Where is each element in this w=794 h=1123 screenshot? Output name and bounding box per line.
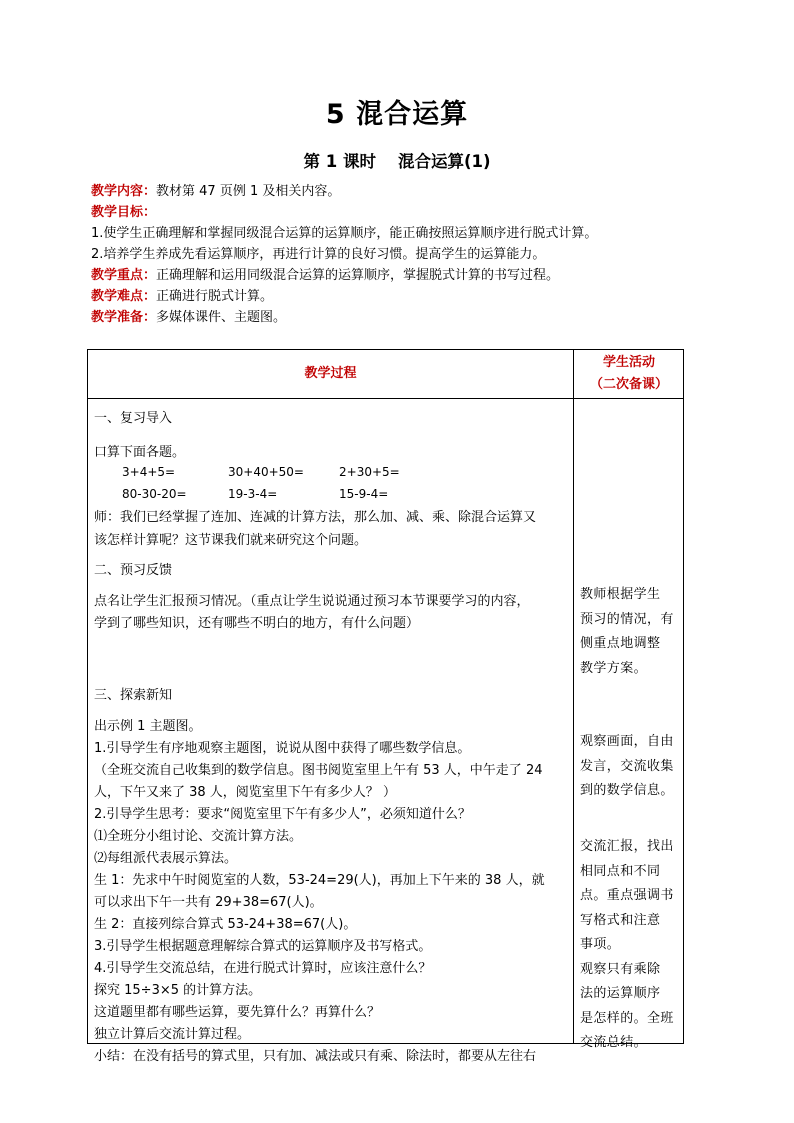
section-explore: 三、探索新知 [94,688,173,703]
header-activity-line1: 学生活动 [602,355,655,370]
activity-note-1 [580,583,680,681]
activity-line: 事项。 [580,937,621,952]
page-title: 5 混合运算 [325,99,469,130]
activity-line: 预习的情况，有 [580,611,674,627]
header-activity-line2: （二次备课） [589,377,668,392]
activity-note-3 [580,835,680,1056]
key-row [91,265,711,286]
activity-line: 交流汇报，找出 [580,839,674,854]
lesson-table [87,349,684,1064]
difficulty-text: 正确进行脱式计算。 [156,289,274,304]
activity-line: 点。重点强调书 [580,888,674,903]
content-row [91,181,711,202]
activity-line: 相同点和不同 [580,863,661,879]
process-line: 1.引导学生有序地观察主题图，说说从图中获得了哪些数学信息。 [94,741,471,756]
process-line: ⑴全班分小组讨论、交流计算方法。 [94,829,303,844]
content-text: 教材第 47 页例 1 及相关内容。 [156,184,341,199]
process-line: 出示例 1 主题图。 [94,719,202,734]
lesson-number: 第 1 课时 [303,152,376,171]
prep-text: 多媒体课件、主题图。 [156,310,287,325]
goal-1: 1.使学生正确理解和掌握同级混合运算的运算顺序，能正确按照运算顺序进行脱式计算。 [91,226,598,241]
section-preview: 二、预习反馈 [94,563,173,578]
process-line: 这道题里都有哪些运算，要先算什么？再算什么？ [94,1005,381,1020]
prep-label: 教学准备： [91,310,157,325]
process-line: 师：我们已经掌握了连加、连减的计算方法，那么加、减、乘、除混合运算又 [94,510,537,525]
process-line: 学到了哪些知识，还有哪些不明白的地方，有什么问题） [94,616,420,631]
process-line: 点名让学生汇报预习情况。（重点让学生说说通过预习本节课要学习的内容， [94,594,530,609]
section-review: 一、复习导入 [94,411,173,426]
column-divider [573,350,574,1043]
activity-line: 侧重点地调整 [580,636,661,651]
key-text: 正确理解和运用同级混合运算的运算顺序，掌握脱式计算的书写过程。 [156,268,560,283]
process-line: 口算下面各题。 [94,445,186,460]
process-line: 2.引导学生思考：要求“阅览室里下午有多少人”，必须知道什么？ [94,807,471,822]
header-divider [88,398,683,399]
activity-line: 法的运算顺序 [580,986,661,1001]
activity-line: 到的数学信息。 [580,783,674,798]
process-line: 可以求出下午一共有 29+38=67(人)。 [94,895,323,910]
process-line: 独立计算后交流计算过程。 [94,1027,251,1042]
difficulty-row [91,286,711,307]
activity-line: 教学方案。 [580,660,648,676]
activity-line: 写格式和注意 [580,912,661,928]
exercise: 19-3-4= [228,487,278,501]
lesson-intro [91,181,711,328]
process-line: 生 1：先求中午时阅览室的人数，53-24=29(人)，再加上下午来的 38 人，就 [94,873,545,888]
activity-line: 发言，交流收集 [580,758,674,774]
activity-note-2 [580,730,680,804]
goals-label: 教学目标： [91,205,157,220]
activity-line: 观察画面，自由 [580,734,674,749]
content-label: 教学内容： [91,184,157,199]
process-line: 探究 15÷3×5 的计算方法。 [94,983,262,998]
process-line: 该怎样计算呢？这节课我们就来研究这个问题。 [94,533,368,548]
process-line: 人，下午又来了 38 人，阅览室里下午有多少人？ ） [94,785,396,800]
header-process: 教学过程 [304,366,357,381]
activity-line: 观察只有乘除 [580,961,661,977]
exercise: 15-9-4= [339,487,389,501]
exercise: 30+40+50= [228,465,304,479]
exercise: 2+30+5= [339,465,400,479]
goal-2: 2.培养学生养成先看运算顺序，再进行计算的良好习惯。提高学生的运算能力。 [91,247,546,262]
process-line: 小结：在没有括号的算式里，只有加、减法或只有乘、除法时，都要从左往右 [94,1049,537,1064]
lesson-subtitle [0,148,794,172]
difficulty-label: 教学难点： [91,289,157,304]
key-label: 教学重点： [91,268,157,283]
process-line: 生 2：直接列综合算式 53-24+38=67(人)。 [94,917,357,932]
process-line: 4.引导学生交流总结，在进行脱式计算时，应该注意什么？ [94,961,432,976]
process-line: 3.引导学生根据题意理解综合算式的运算顺序及书写格式。 [94,939,432,954]
lesson-name: 混合运算(1) [397,152,491,171]
activity-line: 是怎样的。全班 [580,1010,674,1026]
activity-line: 教师根据学生 [580,587,661,602]
process-line: ⑵每组派代表展示算法。 [94,851,238,866]
header-activity [574,352,684,396]
goals-row [91,202,711,223]
exercise: 80-30-20= [122,487,187,501]
process-line: （全班交流自己收集到的数学信息。图书阅览室里上午有 53 人，中午走了 24 [94,763,543,778]
exercise: 3+4+5= [122,465,176,479]
prep-row [91,307,711,328]
activity-line: 交流总结。 [580,1035,648,1050]
